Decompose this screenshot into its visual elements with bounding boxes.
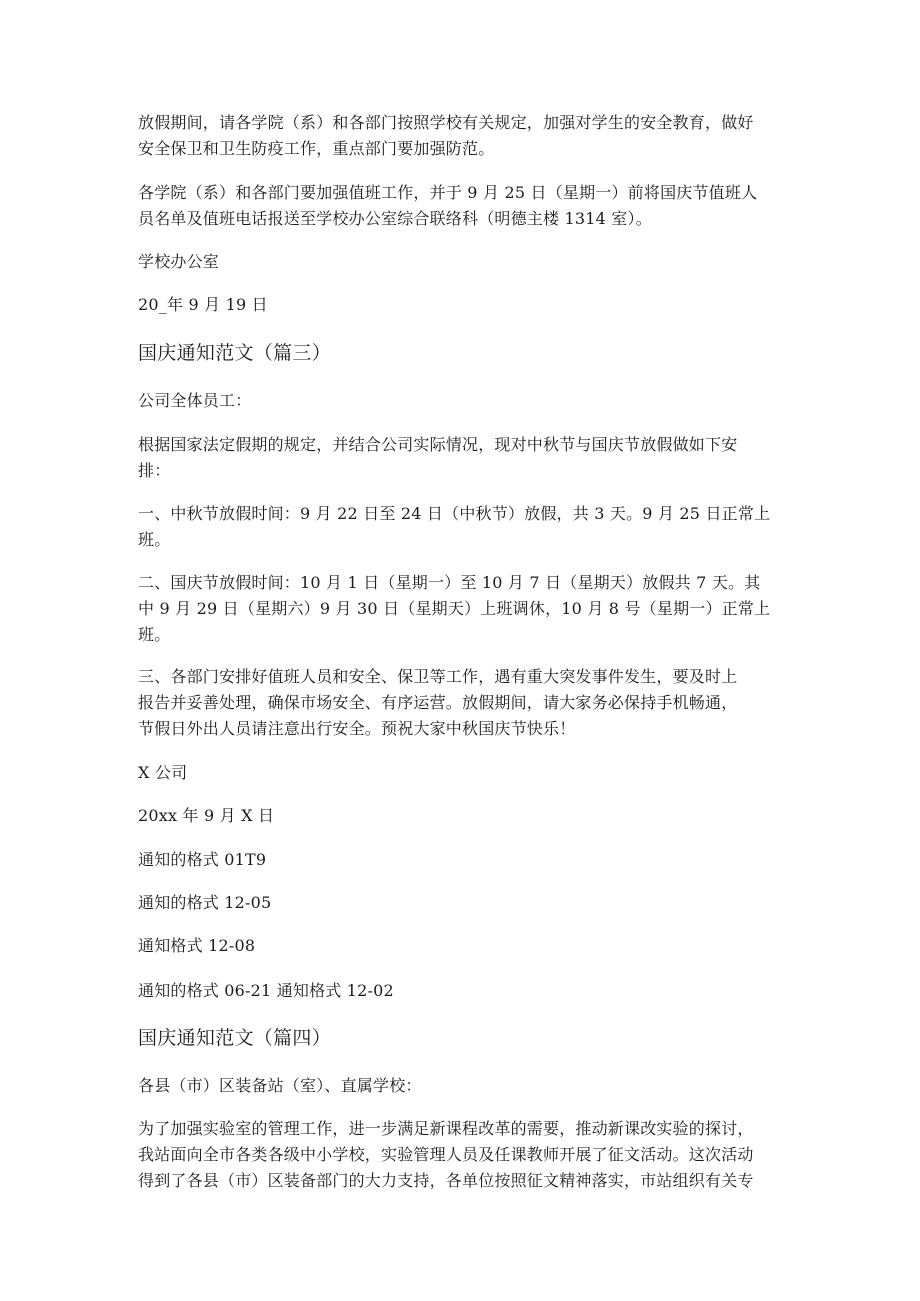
list-item-line: 班。 <box>138 530 171 549</box>
paragraph-line: 安全保卫和卫生防疫工作，重点部门要加强防范。 <box>138 139 495 158</box>
related-link[interactable]: 通知格式 12-08 <box>138 936 256 955</box>
section-heading: 国庆通知范文（篇三） <box>138 342 332 364</box>
signature-company: X 公司 <box>138 763 188 782</box>
related-link[interactable]: 通知的格式 12-05 <box>138 893 272 912</box>
paragraph-line: 根据国家法定假期的规定，并结合公司实际情况，现对中秋节与国庆节放假做如下安 <box>138 435 738 454</box>
paragraph-line: 我站面向全市各类各级中小学校，实验管理人员及任课教师开展了征文活动。这次活动 <box>138 1145 754 1164</box>
list-item-line: 节假日外出人员请注意出行安全。预祝大家中秋国庆节快乐！ <box>138 719 576 738</box>
section-heading: 国庆通知范文（篇四） <box>138 1027 332 1049</box>
list-item-line: 一、中秋节放假时间：9 月 22 日至 24 日（中秋节）放假，共 3 天。9 月 25 日正常上 <box>138 504 771 523</box>
paragraph-line: 为了加强实验室的管理工作，进一步满足新课程改革的需要，推动新课改实验的探讨， <box>138 1119 754 1138</box>
signature-office: 学校办公室 <box>138 252 220 271</box>
list-item-line: 班。 <box>138 625 171 644</box>
signature-date: 20xx 年 9 月 X 日 <box>138 806 275 825</box>
paragraph-line: 员名单及值班电话报送至学校办公室综合联络科（明德主楼 1314 室）。 <box>138 209 652 228</box>
related-link[interactable]: 通知的格式 06-21 通知格式 12-02 <box>138 981 394 1000</box>
paragraph-line: 放假期间，请各学院（系）和各部门按照学校有关规定，加强对学生的安全教育，做好 <box>138 113 754 132</box>
paragraph-line: 各学院（系）和各部门要加强值班工作，并于 9 月 25 日（星期一）前将国庆节值班人 <box>138 183 758 202</box>
list-item-line: 报告并妥善处理，确保市场安全、有序运营。放假期间，请大家务必保持手机畅通， <box>138 693 738 712</box>
related-link[interactable]: 通知的格式 01T9 <box>138 850 267 869</box>
list-item-line: 三、各部门安排好值班人员和安全、保卫等工作，遇有重大突发事件发生，要及时上 <box>138 667 738 686</box>
list-item-line: 中 9 月 29 日（星期六）9 月 30 日（星期天）上班调休，10 月 8 号（星期一）正常上 <box>138 599 771 618</box>
list-item-line: 二、国庆节放假时间：10 月 1 日（星期一）至 10 月 7 日（星期天）放假共 7 天。其 <box>138 573 761 592</box>
signature-date: 20_年 9 月 19 日 <box>138 295 268 314</box>
salutation: 各县（市）区装备站（室）、直属学校： <box>138 1076 422 1095</box>
paragraph-line: 排： <box>138 461 171 480</box>
salutation: 公司全体员工： <box>138 391 252 410</box>
paragraph-line: 得到了各县（市）区装备部门的大力支持，各单位按照征文精神落实，市站组织有关专 <box>138 1171 754 1190</box>
